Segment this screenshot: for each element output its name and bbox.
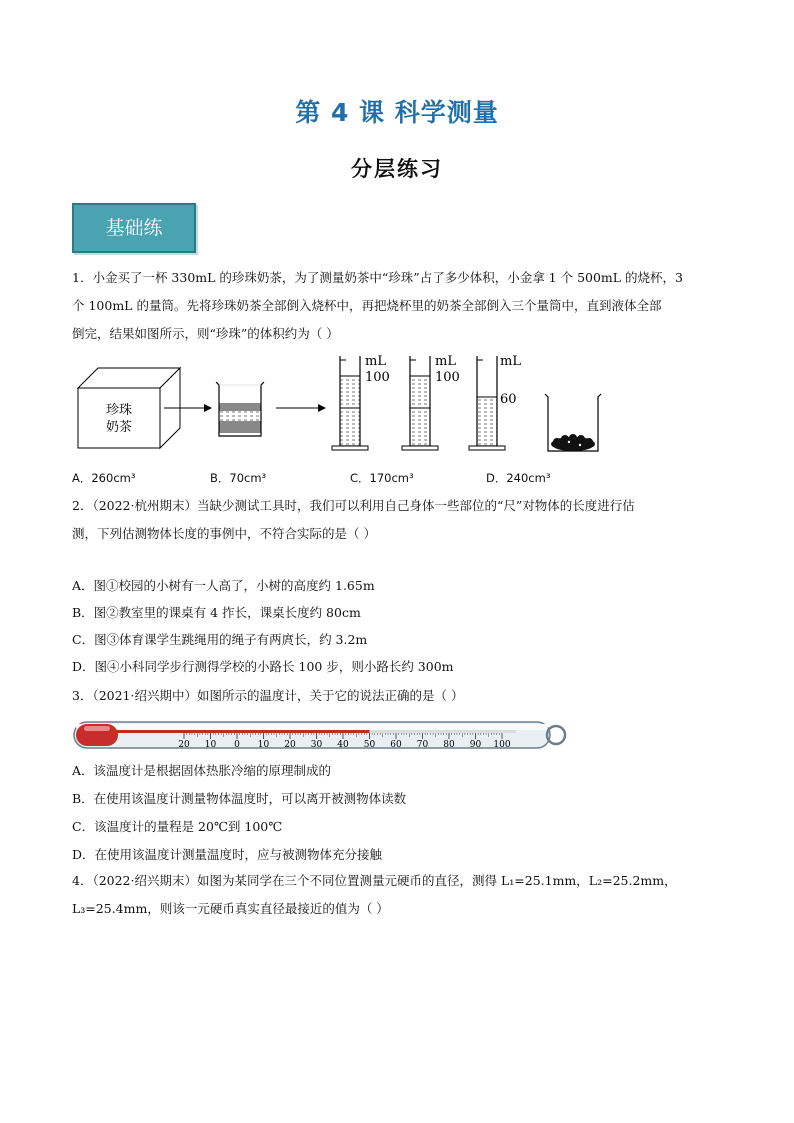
q1-figure [70,350,610,458]
scale-label: 80 [443,740,455,750]
beaker-icon [216,382,264,436]
scale-label: 0 [234,740,240,750]
q2-text-line-1: 2．（2022·杭州期末）当缺少测试工具时，我们可以利用自己身体一些部位的“尺”对物体的长度进行估 [72,498,635,513]
q2-option-a[interactable]: A．图①校园的小树有一人高了，小树的高度约 1.65m [72,578,375,593]
q1-option-a[interactable]: A．260cm³ [72,471,136,485]
page-subtitle: 分层练习 [351,157,443,181]
graduated-cylinder-1 [332,354,390,450]
scale-label: 10 [204,740,217,750]
q4-text-line-2: L₃=25.4mm，则该一元硬币真实直径最接近的值为（ ） [72,901,389,916]
scale-label: 20 [178,740,190,750]
cyl2-unit: mL [435,354,456,369]
q1-text-line-1: 1．小金买了一杯 330mL 的珍珠奶茶，为了测量奶茶中“珍珠”占了多少体积，小金拿 1 个 500mL 的烧杯，3 [72,270,684,285]
scale-label: 100 [493,740,511,750]
scale-label: 70 [416,740,429,750]
cyl3-mark: 60 [500,392,517,407]
scale-label: 90 [469,740,482,750]
graduated-cylinder-3 [469,354,521,450]
thermometer-liquid-column [116,730,370,733]
q2-text-line-2: 测，下列估测物体长度的事例中，不符合实际的是（ ） [72,526,376,541]
graduated-cylinder-2 [402,354,460,450]
q1-text-line-2: 个 100mL 的量筒。先将珍珠奶茶全部倒入烧杯中，再把烧杯里的奶茶全部倒入三个量筒中，直到液体全部 [72,298,662,313]
q3-option-a[interactable]: A．该温度计是根据固体热胀冷缩的原理制成的 [72,763,332,778]
arrow-right-icon [276,404,326,412]
cyl3-unit: mL [500,354,521,369]
q3-option-b[interactable]: B．在使用该温度计测量物体温度时，可以离开被测物体读数 [72,791,407,806]
cyl1-mark: 100 [365,370,390,385]
scale-label: 60 [390,740,402,750]
cyl2-mark: 100 [435,370,460,385]
page-title: 第 4 课 科学测量 [295,98,499,127]
scale-label: 10 [257,740,270,750]
q1-option-c[interactable]: C．170cm³ [350,471,414,485]
q1-option-d[interactable]: D．240cm³ [486,471,551,485]
scale-label: 20 [284,740,296,750]
q2-option-c[interactable]: C．图③体育课学生跳绳用的绳子有两庹长，约 3.2m [72,632,368,647]
q2-option-d[interactable]: D．图④小科同学步行测得学校的小路长 100 步，则小路长约 300m [72,659,454,674]
thermometer-figure [72,718,568,752]
scale-label: 30 [310,740,323,750]
box-label-line-1: 珍珠 [105,403,133,418]
scale-label: 50 [363,740,376,750]
q4-text-line-1: 4．（2022·绍兴期末）如图为某同学在三个不同位置测量元硬币的直径，测得 L₁=25.1mm，L₂=25.2mm， [72,873,677,888]
q2-option-b[interactable]: B．图②教室里的课桌有 4 拃长，课桌长度约 80cm [72,605,361,620]
q1-text-line-3: 倒完，结果如图所示，则“珍珠”的体积约为（ ） [72,326,339,341]
beaker-with-pearls-icon [545,394,601,451]
scale-label: 40 [337,740,349,750]
section-tag: 基础练 [72,203,196,253]
q3-option-c[interactable]: C．该温度计的量程是 20℃到 100℃ [72,819,283,834]
box-label-line-2: 奶茶 [105,420,133,435]
cyl1-unit: mL [365,354,386,369]
q3-option-d[interactable]: D．在使用该温度计测量温度时，应与被测物体充分接触 [72,847,383,862]
q1-option-b[interactable]: B．70cm³ [210,471,267,485]
q3-text-line-1: 3．（2021·绍兴期中）如图所示的温度计，关于它的说法正确的是（ ） [72,688,464,703]
